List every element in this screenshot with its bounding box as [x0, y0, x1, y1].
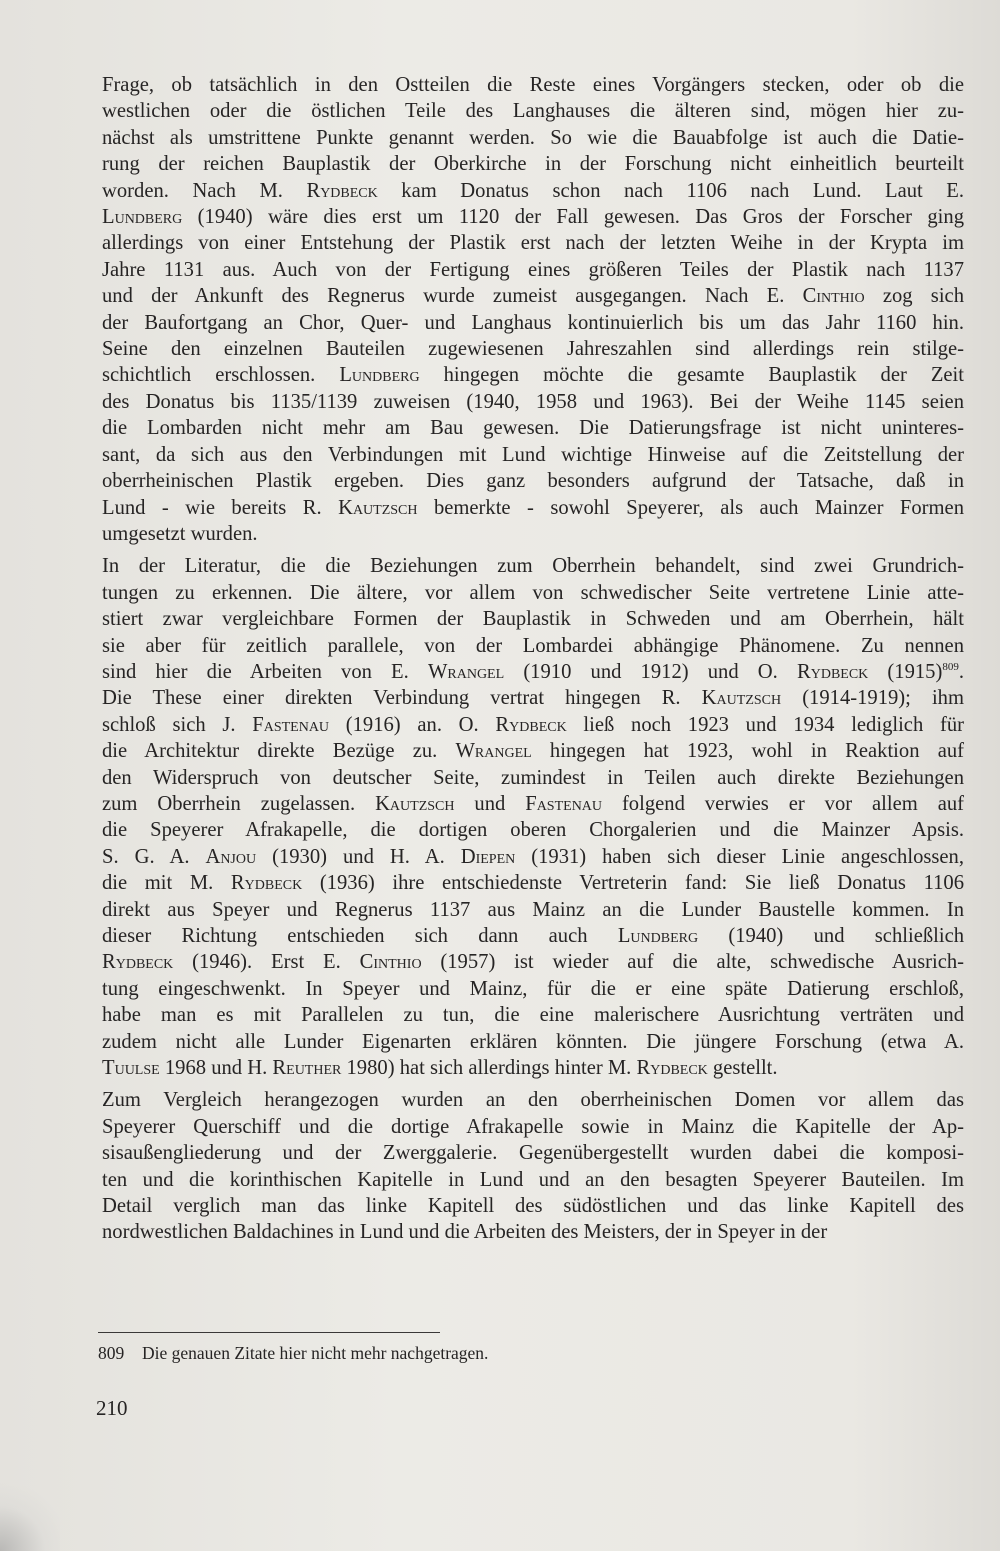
author-name: Lundberg — [617, 925, 699, 947]
text-run: schichtlich erschlossen. — [102, 364, 340, 387]
text-run: die Architektur direkte Bezüge zu. — [102, 740, 456, 763]
text-run: dieser Richtung entschieden sich dann auch — [102, 925, 618, 947]
author-name: Diepen — [460, 845, 516, 868]
text-line — [102, 1055, 964, 1081]
text-run: sie aber für zeitlich parallele, von der Lombardei abhängige Phänomene. Zu nennen — [102, 634, 964, 657]
text-line — [102, 1219, 964, 1245]
text-run: Jahre 1131 aus. Auch von der Fertigung eines größeren Teiles der Plastik nach 1137 — [102, 258, 964, 281]
text-line — [102, 1029, 964, 1055]
text-run: nordwestlichen Baldachines in Lund und die Arbeiten des Meisters, der in Speyer in der — [102, 1221, 828, 1244]
author-name: Rydbeck — [796, 660, 869, 683]
text-run: S. G. A. — [102, 845, 206, 868]
author-name: Cinthio — [359, 951, 422, 974]
text-line — [102, 468, 964, 494]
text-run: sant, da sich aus den Verbindungen mit Lund wichtige Hinweise auf die Zeitstellung der — [102, 443, 964, 466]
text-line — [102, 521, 964, 547]
text-run: die Lombarden nicht mehr am Bau gewesen. Die Datierungsfrage ist nicht uninteres- — [102, 417, 964, 440]
text-line — [102, 125, 964, 151]
text-run: rung der reichen Bauplastik der Oberkirche in der Forschung nicht einheitlich beurteilt — [102, 153, 964, 176]
author-name: Rydbeck — [230, 872, 303, 895]
text-run: Frage, ob tatsächlich in den Ostteilen die Reste eines Vorgängers stecken, oder ob die — [102, 74, 964, 96]
text-line — [102, 1193, 964, 1219]
author-name: Rydbeck — [495, 713, 567, 736]
text-run: schloß sich J. — [102, 713, 253, 736]
text-line — [102, 870, 964, 896]
text-line — [102, 310, 964, 336]
text-run: den Widerspruch von deutscher Seite, zumindest in Teilen auch direkte Beziehungen — [102, 766, 964, 789]
paragraph — [102, 72, 964, 547]
text-line — [102, 495, 964, 521]
text-run: und — [454, 792, 526, 815]
text-run: stiert zwar vergleichbare Formen der Bauplastik in Schweden und am Oberrhein, hält — [102, 608, 964, 631]
author-name: Fastenau — [252, 713, 330, 736]
text-run: ließ noch 1923 und 1934 lediglich für — [566, 713, 964, 736]
text-run: allerdings von einer Entstehung der Plastik erst nach der letzten Weihe in der Krypta im — [102, 232, 964, 255]
text-run: die Speyerer Afrakapelle, die dortigen oberen Chorgalerien und die Mainzer Apsis. — [102, 819, 964, 842]
text-run: des Donatus bis 1135/1139 zuweisen (1940, 1958 und 1963). Bei der Weihe 1145 seien — [102, 390, 964, 413]
text-run: zog sich — [864, 285, 964, 308]
author-name: Wrangel — [455, 740, 532, 763]
text-run: und der Ankunft des Regnerus wurde zumeist ausgegangen. Nach E. — [102, 285, 803, 308]
text-line — [102, 178, 964, 204]
text-run: zudem nicht alle Lunder Eigenarten erklären könnten. Die jüngere Forschung (etwa A. — [102, 1030, 964, 1053]
footnote-text: Die genauen Zitate hier nicht mehr nachgetragen. — [142, 1343, 489, 1363]
text-run: (1940) wäre dies erst um 1120 der Fall gewesen. Das Gros der Forscher ging — [182, 206, 964, 229]
text-run: Lund - wie bereits R. — [102, 496, 339, 519]
text-line — [102, 606, 964, 632]
author-name: Lundberg — [102, 206, 183, 229]
text-run: (1940) und schließlich — [698, 925, 965, 947]
text-run: gestellt. — [707, 1057, 778, 1080]
text-line — [102, 283, 964, 309]
text-run: oberrheinischen Plastik ergeben. Dies ganz besonders aufgrund der Tatsache, daß in — [102, 470, 964, 493]
text-run: umgesetzt wurden. — [102, 522, 258, 545]
author-name: Tuulse — [102, 1057, 160, 1080]
text-run: kam Donatus schon nach 1106 nach Lund. Laut E. — [377, 179, 965, 202]
text-line — [102, 659, 964, 685]
text-line — [102, 791, 964, 817]
text-line — [102, 389, 964, 415]
body-text — [102, 72, 964, 1246]
text-run: habe man es mit Parallelen zu tun, die eine malerischere Ausrichtung verträten und — [102, 1004, 964, 1027]
text-run: (1936) ihre entschiedenste Vertreterin fand: Sie ließ Donatus 1106 — [302, 872, 964, 895]
page-number: 210 — [96, 1396, 128, 1420]
text-run: tungen zu erkennen. Die ältere, vor allem von schwedischer Seite vertretene Linie atte- — [102, 581, 964, 604]
text-run: (1915) — [868, 660, 943, 683]
text-run: Die These einer direkten Verbindung vertrat hingegen R. — [102, 687, 702, 710]
text-line — [102, 98, 964, 124]
footnote — [98, 1342, 698, 1364]
text-run: (1914-1919); ihm — [781, 687, 964, 710]
text-run: der Baufortgang an Chor, Quer- und Langhaus kontinuierlich bis um das Jahr 1160 hin. — [102, 311, 964, 334]
text-run: sind hier die Arbeiten von E. — [102, 660, 428, 683]
author-name: Rydbeck — [636, 1057, 708, 1080]
text-line — [102, 204, 964, 230]
text-run: hingegen möchte die gesamte Bauplastik der Zeit — [419, 364, 964, 387]
text-run: die mit M. — [102, 872, 231, 895]
text-run: Speyerer Querschiff und die dortige Afrakapelle sowie in Mainz die Kapitelle der Ap- — [102, 1115, 964, 1138]
text-line — [102, 553, 964, 579]
text-line — [102, 442, 964, 468]
author-name: Anjou — [205, 845, 257, 868]
text-run: bemerkte - sowohl Speyerer, als auch Mainzer Formen — [417, 496, 964, 519]
text-line — [102, 949, 964, 975]
text-line — [102, 923, 964, 949]
text-run: 1968 und H. — [159, 1057, 273, 1080]
author-name: Kautzsch — [701, 687, 782, 710]
author-name: Kautzsch — [338, 496, 418, 519]
text-line — [102, 1002, 964, 1028]
author-name: Cinthio — [802, 285, 865, 308]
text-line — [102, 151, 964, 177]
text-line — [102, 580, 964, 606]
text-line — [102, 844, 964, 870]
text-line — [102, 685, 964, 711]
text-run: Zum Vergleich herangezogen wurden an den oberrheinischen Domen vor allem das — [102, 1089, 964, 1112]
text-line — [102, 230, 964, 256]
text-run: In der Literatur, die die Beziehungen zum Oberrhein behandelt, sind zwei Grundrich- — [102, 555, 964, 578]
text-run: 1980) hat sich allerdings hinter M. — [341, 1057, 637, 1080]
author-name: Fastenau — [525, 792, 603, 815]
footnote-number: 809 — [98, 1343, 125, 1363]
author-name: Lundberg — [339, 364, 420, 387]
footnote-reference[interactable]: 809 — [942, 661, 959, 674]
text-line — [102, 336, 964, 362]
text-run: (1957) ist wieder auf die alte, schwedische Ausrich- — [421, 951, 964, 974]
paragraph — [102, 1087, 964, 1245]
text-line — [102, 897, 964, 923]
text-line — [102, 1114, 964, 1140]
text-run: worden. Nach M. — [102, 179, 307, 202]
paragraph — [102, 553, 964, 1081]
text-run: Detail verglich man das linke Kapitell des südöstlichen und das linke Kapitell des — [102, 1195, 964, 1218]
author-name: Rydbeck — [102, 951, 174, 974]
author-name: Rydbeck — [306, 179, 378, 202]
text-line — [102, 257, 964, 283]
text-run: . — [958, 660, 964, 683]
text-line — [102, 976, 964, 1002]
text-line — [102, 765, 964, 791]
text-run: nächst als umstrittene Punkte genannt werden. So wie die Bauabfolge ist auch die Datie- — [102, 126, 964, 149]
text-line — [102, 72, 964, 98]
text-run: (1916) an. O. — [329, 713, 496, 736]
author-name: Kautzsch — [375, 792, 455, 815]
text-line — [102, 1167, 964, 1193]
text-run: Seine den einzelnen Bauteilen zugewiesenen Jahreszahlen sind allerdings rein stilge- — [102, 338, 964, 361]
page-corner-shadow — [0, 1471, 60, 1551]
text-line — [102, 712, 964, 738]
text-line — [102, 362, 964, 388]
text-line — [102, 1087, 964, 1113]
text-run: hingegen hat 1923, wohl in Reaktion auf — [531, 740, 965, 763]
text-run: folgend verwies er vor allem auf — [602, 792, 964, 815]
text-run: (1931) haben sich dieser Linie angeschlossen, — [515, 845, 964, 868]
text-line — [102, 1140, 964, 1166]
footnote-separator — [98, 1332, 440, 1333]
author-name: Wrangel — [427, 660, 505, 683]
text-run: sisaußengliederung und der Zwerggalerie. Gegenübergestellt wurden dabei die komposi- — [102, 1142, 964, 1165]
text-line — [102, 415, 964, 441]
text-run: direkt aus Speyer und Regnerus 1137 aus Mainz an die Lunder Baustelle kommen. In — [102, 898, 964, 921]
text-run: (1946). Erst E. — [173, 951, 360, 974]
author-name: Reuther — [272, 1057, 342, 1080]
text-line — [102, 817, 964, 843]
text-run: (1930) und H. A. — [256, 845, 461, 868]
text-run: tung eingeschwenkt. In Speyer und Mainz, für die er eine späte Datierung erschloß, — [102, 977, 964, 1000]
text-line — [102, 738, 964, 764]
text-run: westlichen oder die östlichen Teile des Langhauses die älteren sind, mögen hier zu- — [102, 100, 964, 123]
text-line — [102, 633, 964, 659]
text-run: ten und die korinthischen Kapitelle in Lund und an den besagten Speyerer Bauteilen. Im — [102, 1168, 964, 1191]
text-run: zum Oberrhein zugelassen. — [102, 792, 376, 815]
text-run: (1910 und 1912) und O. — [504, 660, 797, 683]
